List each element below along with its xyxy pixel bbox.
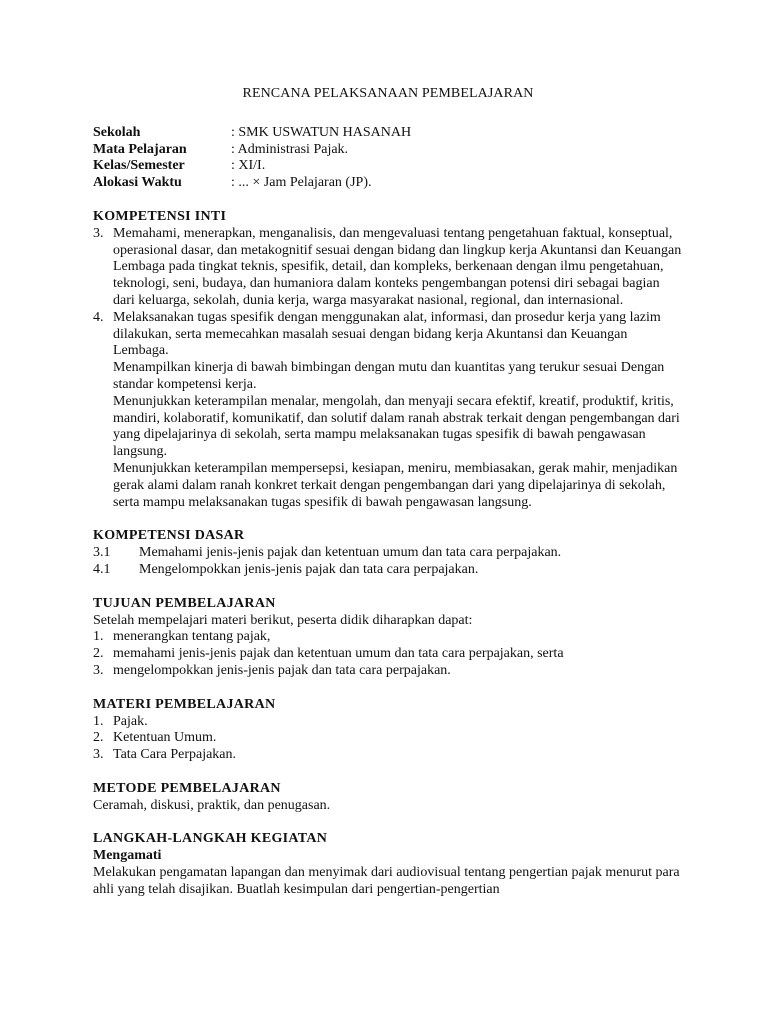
list-item xyxy=(93,562,683,579)
identity-row-time xyxy=(93,175,683,192)
section-heading: MATERI PEMBELAJARAN xyxy=(93,696,276,712)
item-text: menerangkan tentang pajak, xyxy=(113,629,271,645)
identity-value: : ... × Jam Pelajaran (JP). xyxy=(231,175,372,191)
document-page xyxy=(93,86,683,916)
identity-key: Kelas/Semester xyxy=(93,158,185,174)
item-text: memahami jenis-jenis pajak dan ketentuan umum dan tata cara perpajakan, serta xyxy=(113,646,564,662)
item-text: Memahami, menerapkan, menganalisis, dan mengevaluasi tentang pengetahuan faktual, konseptual, operasional dasar, dan metakognitif sesuai dengan bidang dan lingkup kerja Akuntansi dan Keuangan Lembaga pada tingkat teknis, spesifik, detail, dan kompleks, berkenaan dengan ilmu pengetahuan, teknologi, seni, budaya, dan humaniora dalam konteks pengembangan potensi diri sebagai bagian dari keluarga, sekolah, dunia kerja, warga masyarakat nasional, regional, dan internasional. xyxy=(113,225,682,308)
list-item xyxy=(93,663,683,680)
identity-value: : Administrasi Pajak. xyxy=(231,141,349,157)
list-item xyxy=(93,545,683,562)
item-text: Memahami jenis-jenis pajak dan ketentuan umum dan tata cara perpajakan. xyxy=(139,545,562,561)
list-item xyxy=(93,310,683,360)
identity-key: Sekolah xyxy=(93,124,141,140)
item-text: Mengelompokkan jenis-jenis pajak dan tata cara perpajakan. xyxy=(139,561,479,577)
section-text: Melakukan pengamatan lapangan dan menyimak dari audiovisual tentang pengertian pajak menurut para ahli yang telah disajikan. Buatlah kesimpulan dari pengertian-pengertian xyxy=(93,865,680,897)
section-heading: LANGKAH-LANGKAH KEGIATAN xyxy=(93,831,328,847)
identity-row-subject xyxy=(93,142,683,159)
section-tujuan xyxy=(93,596,683,680)
item-text: Tata Cara Perpajakan. xyxy=(113,747,237,763)
section-heading: TUJUAN PEMBELAJARAN xyxy=(93,595,276,611)
item-number: 4. xyxy=(93,309,104,325)
list-item xyxy=(93,226,683,310)
list-item xyxy=(93,646,683,663)
identity-row-class xyxy=(93,158,683,175)
list-item xyxy=(93,714,683,731)
section-heading: METODE PEMBELAJARAN xyxy=(93,780,281,796)
section-materi xyxy=(93,697,683,764)
item-number: 1. xyxy=(93,713,104,729)
identity-value: : SMK USWATUN HASANAH xyxy=(231,124,412,140)
subsection-heading: Mengamati xyxy=(93,848,162,864)
section-intro: Setelah mempelajari materi berikut, peserta didik diharapkan dapat: xyxy=(93,612,473,628)
document-title: RENCANA PELAKSANAAN PEMBELAJARAN xyxy=(242,86,534,101)
list-item xyxy=(93,730,683,747)
item-text: Melaksanakan tugas spesifik dengan menggunakan alat, informasi, dan prosedur kerja yang lazim dilakukan, serta memecahkan masalah sesuai dengan bidang kerja Akuntansi dan Keuangan Lembaga. xyxy=(113,309,661,359)
identity-key: Mata Pelajaran xyxy=(93,141,187,157)
identity-key: Alokasi Waktu xyxy=(93,175,182,191)
section-heading: KOMPETENSI INTI xyxy=(93,208,227,224)
item-number: 3. xyxy=(93,662,104,678)
item-text: Pajak. xyxy=(113,713,148,729)
item-number: 3. xyxy=(93,225,104,241)
list-item xyxy=(93,629,683,646)
item-number: 3. xyxy=(93,747,104,763)
list-item xyxy=(93,747,683,764)
item-number: 3.1 xyxy=(93,545,111,561)
paragraph: Menampilkan kinerja di bawah bimbingan dengan mutu dan kuantitas yang terukur sesuai Dengan standar kompetensi kerja. xyxy=(113,360,665,392)
identity-row-school xyxy=(93,125,683,142)
identity-value: : XI/I. xyxy=(231,158,266,174)
section-kompetensi-inti xyxy=(93,209,683,511)
section-kompetensi-dasar xyxy=(93,528,683,578)
section-langkah xyxy=(93,831,683,898)
section-heading: KOMPETENSI DASAR xyxy=(93,528,245,544)
item-text: Ketentuan Umum. xyxy=(113,730,217,746)
paragraph: Menunjukkan keterampilan mempersepsi, kesiapan, meniru, membiasakan, gerak mahir, menjadikan gerak alami dalam ranah konkret terkait dengan pengembangan dari yang dipelajarinya di sekolah, serta mampu melaksanakan tugas spesifik di bawah pengawasan langsung. xyxy=(113,460,678,510)
section-metode xyxy=(93,781,683,815)
item-number: 1. xyxy=(93,629,104,645)
extra-paragraphs xyxy=(93,360,683,511)
identity-block xyxy=(93,125,683,192)
paragraph: Menunjukkan keterampilan menalar, mengolah, dan menyaji secara efektif, kreatif, produktif, kritis, mandiri, kolaboratif, komunikatif, dan solutif dalam ranah abstrak terkait dengan pengembangan dari yang dipelajarinya di sekolah, serta mampu melaksanakan tugas spesifik di bawah pengawasan langsung. xyxy=(113,393,680,460)
item-text: mengelompokkan jenis-jenis pajak dan tata cara perpajakan. xyxy=(113,662,451,678)
section-text: Ceramah, diskusi, praktik, dan penugasan. xyxy=(93,797,331,813)
item-number: 2. xyxy=(93,730,104,746)
item-number: 2. xyxy=(93,646,104,662)
item-number: 4.1 xyxy=(93,561,111,577)
